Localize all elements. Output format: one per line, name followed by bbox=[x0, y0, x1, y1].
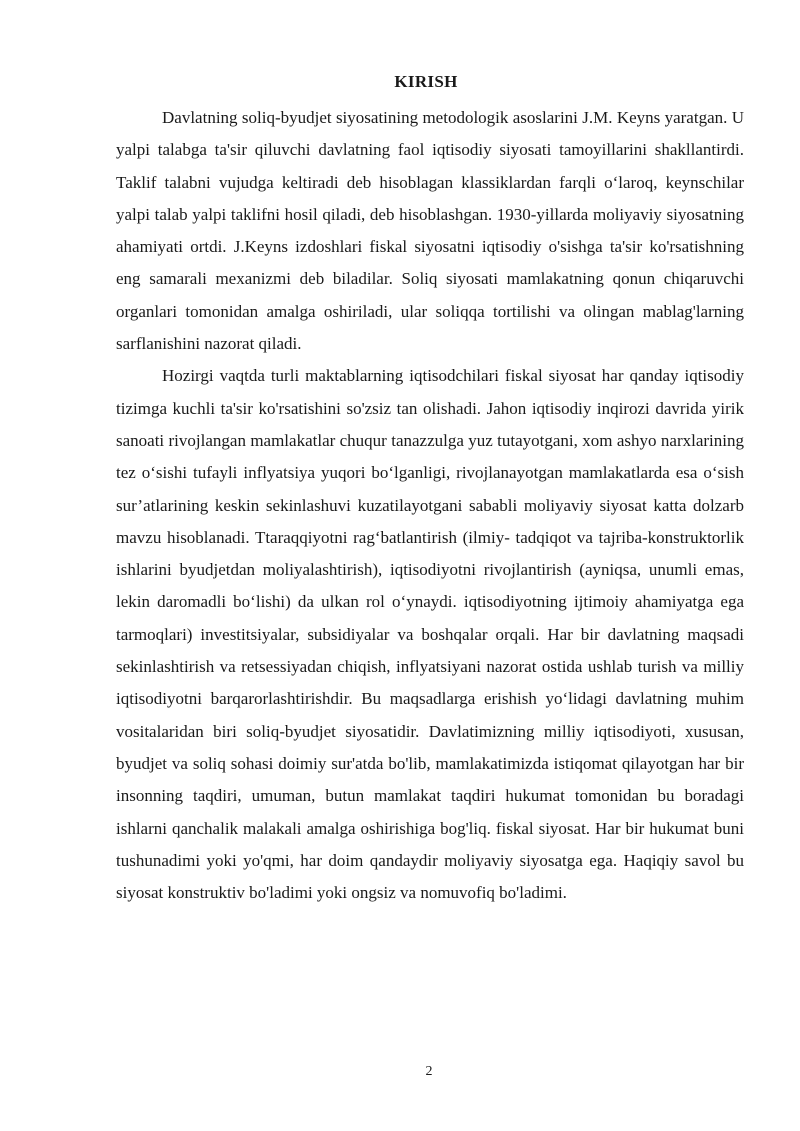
paragraph-2: Hozirgi vaqtda turli maktablarning iqtisodchilari fiskal siyosat har qanday iqtisodiy tizimga kuchli ta'sir ko'rsatishini so'zsiz tan olishadi. Jahon iqtisodiy inqirozi davrida yirik sanoati rivojlangan mamlakatlar chuqur tanazzulga yuz tutayotgani, xom ashyo narxlarining tez o‘sishi tufayli inflyatsiya yuqori bo‘lganligi, rivojlanayotgan mamlakatlarda esa o‘sish sur’atlarining keskin sekinlashuvi kuzatilayotgani sababli moliyaviy siyosat katta dolzarb mavzu hisoblanadi. Ttaraqqiyotni rag‘batlantirish (ilmiy- tadqiqot va tajriba-konstruktorlik ishlarini byudjetdan moliyalashtirish), iqtisodiyotni rivojlantirish (ayniqsa, unumli emas, lekin daromadli bo‘lishi) da ulkan rol o‘ynaydi. iqtisodiyotning ijtimoiy ahamiyatga ega tarmoqlari) investitsiyalar, subsidiyalar va boshqalar orqali. Har bir davlatning maqsadi sekinlashtirish va retsessiyadan chiqish, inflyatsiyani nazorat ostida ushlab turish va milliy iqtisodiyotni barqarorlashtirishdir. Bu maqsadlarga erishish yo‘lidagi davlatning muhim vositalaridan biri soliq-byudjet siyosatidir. Davlatimizning milliy iqtisodiyoti, xususan, byudjet va soliq sohasi doimiy sur'atda bo'lib, mamlakatimizda istiqomat qilayotgan har bir insonning taqdiri, umuman, butun mamlakat taqdiri hukumat tomonidan bu boradagi ishlarni qanchalik malakali amalga oshirishiga bog'liq. fiskal siyosat. Har bir hukumat buni tushunadimi yoki yo'qmi, har doim qandaydir moliyaviy siyosatga ega. Haqiqiy savol bu siyosat konstruktiv bo'ladimi yoki ongsiz va nomuvofiq bo'ladimi. bbox=[116, 366, 744, 903]
section-title: KIRISH bbox=[394, 72, 458, 91]
paragraph-1: Davlatning soliq-byudjet siyosatining metodologik asoslarini J.M. Keyns yaratgan. U yalpi talabga ta'sir qiluvchi davlatning faol iqtisodiy siyosati tamoyillarini shakllantirdi. Taklif talabni vujudga keltiradi deb hisoblagan klassiklardan farqli o‘laroq, keynschilar yalpi talab yalpi taklifni hosil qiladi, deb hisoblashgan. 1930-yillarda moliyaviy siyosatning ahamiyati ortdi. J.Keyns izdoshlari fiskal siyosatni iqtisodiy o'sishga ta'sir ko'rsatishning eng samarali mexanizmi deb biladilar. Soliq siyosati mamlakatning qonun chiqaruvchi organlari tomonidan amalga oshiriladi, ular soliqqa tortilishi va olingan mablag'larning sarflanishini nazorat qiladi. bbox=[116, 108, 744, 354]
page-number: 2 bbox=[425, 1064, 433, 1079]
body-text bbox=[116, 102, 744, 909]
